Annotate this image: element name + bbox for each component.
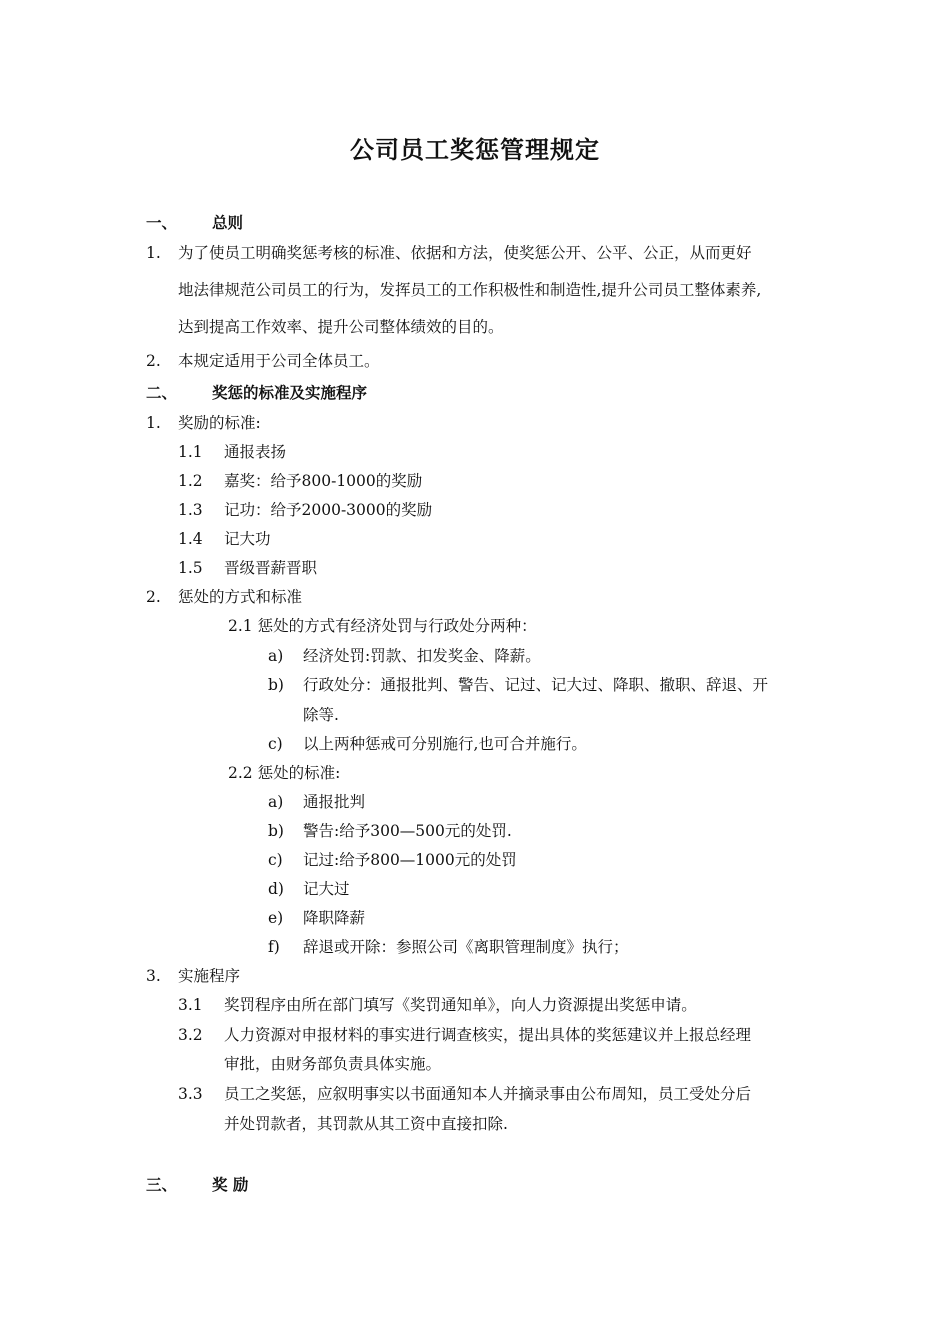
reward-item-number: 1.1	[178, 443, 203, 461]
penalty-standard-number: f)	[268, 938, 280, 956]
para-1-line-2: 地法律规范公司员工的行为，发挥员工的工作积极性和制造性,提升公司员工整体素养,	[178, 281, 762, 299]
document-title: 公司员工奖惩管理规定	[350, 135, 600, 164]
reward-item-number: 1.5	[178, 559, 203, 577]
penalty-standard-number: b)	[268, 822, 284, 840]
penalty-2-1-heading: 2.1 惩处的方式有经济处罚与行政处分两种：	[228, 617, 537, 635]
penalty-2-2-heading: 2.2 惩处的标准:	[228, 764, 341, 782]
penalty-standard-text: 记大过	[303, 880, 350, 898]
procedure-item-text-line-1: 员工之奖惩，应叙明事实以书面通知本人并摘录事由公布周知，员工受处分后	[224, 1085, 752, 1103]
procedure-item-number: 3.3	[178, 1085, 203, 1103]
penalty-standard-number: d)	[268, 880, 284, 898]
section-2-heading: 奖惩的标准及实施程序	[212, 383, 368, 402]
reward-heading: 奖励的标准:	[178, 414, 261, 432]
penalty-standard-text: 辞退或开除：参照公司《离职管理制度》执行；	[303, 938, 629, 956]
procedure-item-text: 奖罚程序由所在部门填写《奖罚通知单》，向人力资源提出奖惩申请。	[224, 996, 697, 1014]
para-1-line-1: 为了使员工明确奖惩考核的标准、依据和方法，使奖惩公开、公平、公正，从而更好	[178, 244, 752, 262]
penalty-number: 2.	[146, 588, 161, 606]
procedure-item-number: 3.2	[178, 1026, 203, 1044]
procedure-item-text-line-1: 人力资源对申报材料的事实进行调查核实，提出具体的奖惩建议并上报总经理	[224, 1026, 752, 1044]
section-3-heading: 奖 励	[212, 1175, 249, 1194]
reward-item-number: 1.3	[178, 501, 203, 519]
penalty-standard-text: 记过:给予800—1000元的处罚	[303, 851, 517, 869]
section-2-number: 二、	[146, 383, 178, 402]
penalty-type-number: c)	[268, 735, 283, 753]
penalty-type-text: 以上两种惩戒可分别施行,也可合并施行。	[303, 735, 587, 753]
penalty-type-number: a)	[268, 647, 284, 665]
reward-number: 1.	[146, 414, 161, 432]
reward-item-text: 嘉奖：给予800-1000的奖励	[224, 472, 423, 490]
penalty-type-number: b)	[268, 676, 284, 694]
reward-item-text: 晋级晋薪晋职	[224, 559, 318, 577]
penalty-type-text: 经济处罚:罚款、扣发奖金、降薪。	[303, 647, 541, 665]
penalty-standard-text: 通报批判	[303, 793, 366, 811]
para-1-line-3: 达到提高工作效率、提升公司整体绩效的目的。	[178, 318, 504, 336]
penalty-heading: 惩处的方式和标准	[178, 588, 303, 606]
penalty-type-text-line-1: 行政处分：通报批判、警告、记过、记大过、降职、撤职、辞退、开	[303, 676, 769, 694]
para-1-number: 1.	[146, 244, 161, 262]
reward-item-number: 1.4	[178, 530, 203, 548]
para-2-text: 本规定适用于公司全体员工。	[178, 352, 380, 370]
section-1-heading: 总则	[212, 213, 244, 232]
section-3-number: 三、	[146, 1175, 178, 1194]
penalty-standard-number: a)	[268, 793, 284, 811]
penalty-standard-text: 降职降薪	[303, 909, 366, 927]
reward-item-text: 记大功	[224, 530, 271, 548]
para-2-number: 2.	[146, 352, 161, 370]
procedure-heading: 实施程序	[178, 967, 241, 985]
procedure-item-text-line-2: 审批，由财务部负责具体实施。	[224, 1055, 442, 1073]
reward-item-text: 记功：给予2000-3000的奖励	[224, 501, 433, 519]
penalty-type-text-line-2: 除等.	[303, 706, 339, 724]
section-1-number: 一、	[146, 213, 178, 232]
procedure-item-number: 3.1	[178, 996, 203, 1014]
reward-item-text: 通报表扬	[224, 443, 287, 461]
procedure-number: 3.	[146, 967, 161, 985]
penalty-standard-number: e)	[268, 909, 284, 927]
procedure-item-text-line-2: 并处罚款者，其罚款从其工资中直接扣除.	[224, 1115, 508, 1133]
penalty-standard-number: c)	[268, 851, 283, 869]
penalty-standard-text: 警告:给予300—500元的处罚.	[303, 822, 512, 840]
reward-item-number: 1.2	[178, 472, 203, 490]
